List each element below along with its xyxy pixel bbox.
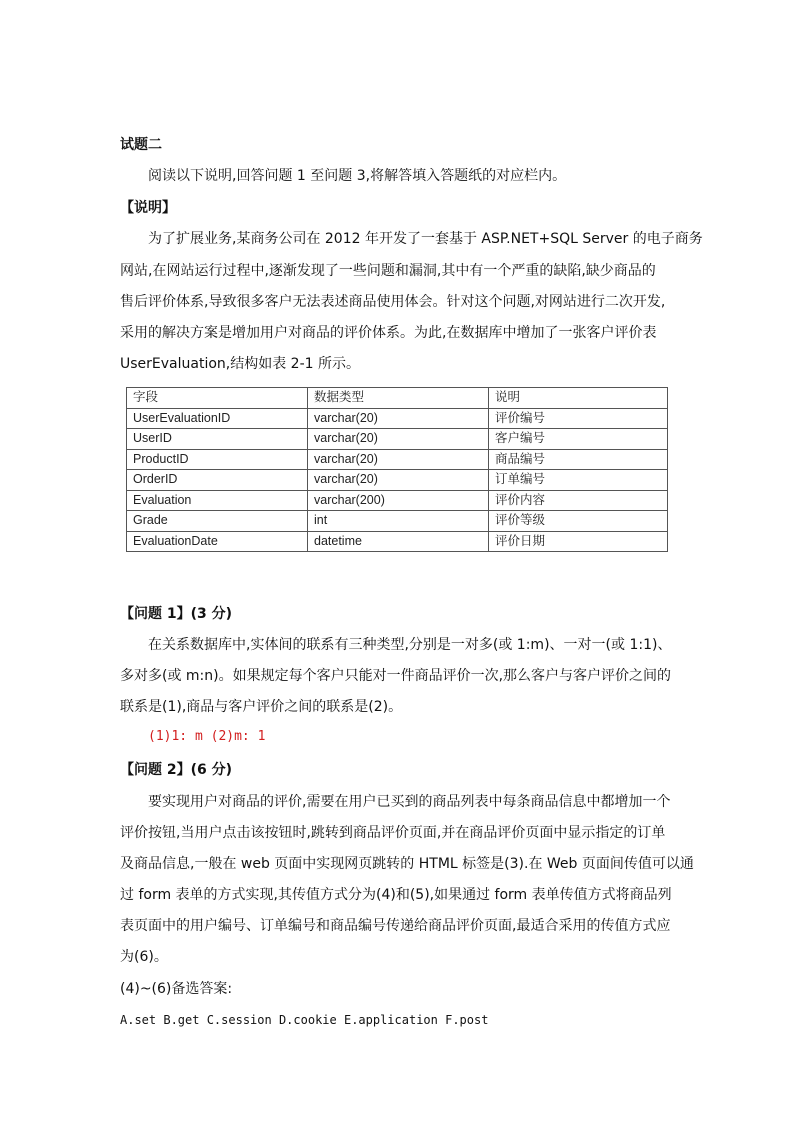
description-line: 采用的解决方案是增加用户对商品的评价体系。为此,在数据库中增加了一张客户评价表 — [120, 325, 657, 341]
table-cell: varchar(20) — [308, 470, 489, 491]
table-cell: 商品编号 — [489, 449, 668, 470]
q2-line: 表页面中的用户编号、订单编号和商品编号传递给商品评价页面,最适合采用的传值方式应 — [120, 918, 671, 934]
table-row — [127, 490, 668, 511]
description-line: 售后评价体系,导致很多客户无法表述商品使用体会。针对这个问题,对网站进行二次开发, — [120, 294, 666, 310]
description-line: 网站,在网站运行过程中,逐渐发现了一些问题和漏洞,其中有一个严重的缺陷,缺少商品的 — [120, 263, 656, 279]
intro-text: 阅读以下说明,回答问题 1 至问题 3,将解答填入答题纸的对应栏内。 — [148, 168, 567, 184]
evaluation-table — [126, 387, 668, 552]
table-row — [127, 470, 668, 491]
q1-line: 联系是(1),商品与客户评价之间的联系是(2)。 — [120, 699, 403, 715]
table-cell: 客户编号 — [489, 429, 668, 450]
q2-line: 评价按钮,当用户点击该按钮时,跳转到商品评价页面,并在商品评价页面中显示指定的订单 — [120, 825, 666, 841]
table-cell: varchar(20) — [308, 429, 489, 450]
description-line: UserEvaluation,结构如表 2-1 所示。 — [120, 356, 360, 372]
q2-line: 及商品信息,一般在 web 页面中实现网页跳转的 HTML 标签是(3).在 Web 页面间传值可以通 — [120, 856, 694, 872]
table-header-cell: 字段 — [127, 388, 308, 409]
table-cell: varchar(20) — [308, 408, 489, 429]
q1-line: 在关系数据库中,实体间的联系有三种类型,分别是一对多(或 1:m)、一对一(或 1:1)、 — [148, 637, 672, 653]
table-cell: Evaluation — [127, 490, 308, 511]
section-label: 【说明】 — [120, 200, 176, 216]
q1-line: 多对多(或 m:n)。如果规定每个客户只能对一件商品评价一次,那么客户与客户评价之间的 — [120, 668, 672, 684]
table-cell: 评价日期 — [489, 531, 668, 552]
q2-line: 要实现用户对商品的评价,需要在用户已买到的商品列表中每条商品信息中都增加一个 — [148, 794, 671, 810]
options-label: (4)~(6)备选答案: — [120, 981, 233, 997]
table-cell: varchar(20) — [308, 449, 489, 470]
table-cell: UserID — [127, 429, 308, 450]
answer-options: A.set B.get C.session D.cookie E.application F.post — [120, 1013, 489, 1027]
table-cell: UserEvaluationID — [127, 408, 308, 429]
q2-line: 过 form 表单的方式实现,其传值方式分为(4)和(5),如果通过 form 表单传值方式将商品列 — [120, 887, 672, 903]
q2-heading: 【问题 2】(6 分) — [120, 762, 233, 778]
table-cell: datetime — [308, 531, 489, 552]
table-cell: OrderID — [127, 470, 308, 491]
table-cell: int — [308, 511, 489, 532]
table-cell: Grade — [127, 511, 308, 532]
table-cell: 评价编号 — [489, 408, 668, 429]
table-cell: 订单编号 — [489, 470, 668, 491]
table-cell: varchar(200) — [308, 490, 489, 511]
table-row — [127, 429, 668, 450]
table-cell: 评价等级 — [489, 511, 668, 532]
table-row — [127, 511, 668, 532]
table-row — [127, 408, 668, 429]
table-row — [127, 531, 668, 552]
description-line: 为了扩展业务,某商务公司在 2012 年开发了一套基于 ASP.NET+SQL Server 的电子商务 — [148, 231, 703, 247]
table-header-cell: 数据类型 — [308, 388, 489, 409]
table-cell: EvaluationDate — [127, 531, 308, 552]
question-title: 试题二 — [120, 137, 162, 153]
table-row — [127, 449, 668, 470]
q2-line: 为(6)。 — [120, 949, 168, 965]
table-cell: ProductID — [127, 449, 308, 470]
q1-heading: 【问题 1】(3 分) — [120, 606, 233, 622]
table-cell: 评价内容 — [489, 490, 668, 511]
table-header-row — [127, 388, 668, 409]
q1-answer: (1)1: m (2)m: 1 — [148, 729, 266, 744]
table-header-cell: 说明 — [489, 388, 668, 409]
